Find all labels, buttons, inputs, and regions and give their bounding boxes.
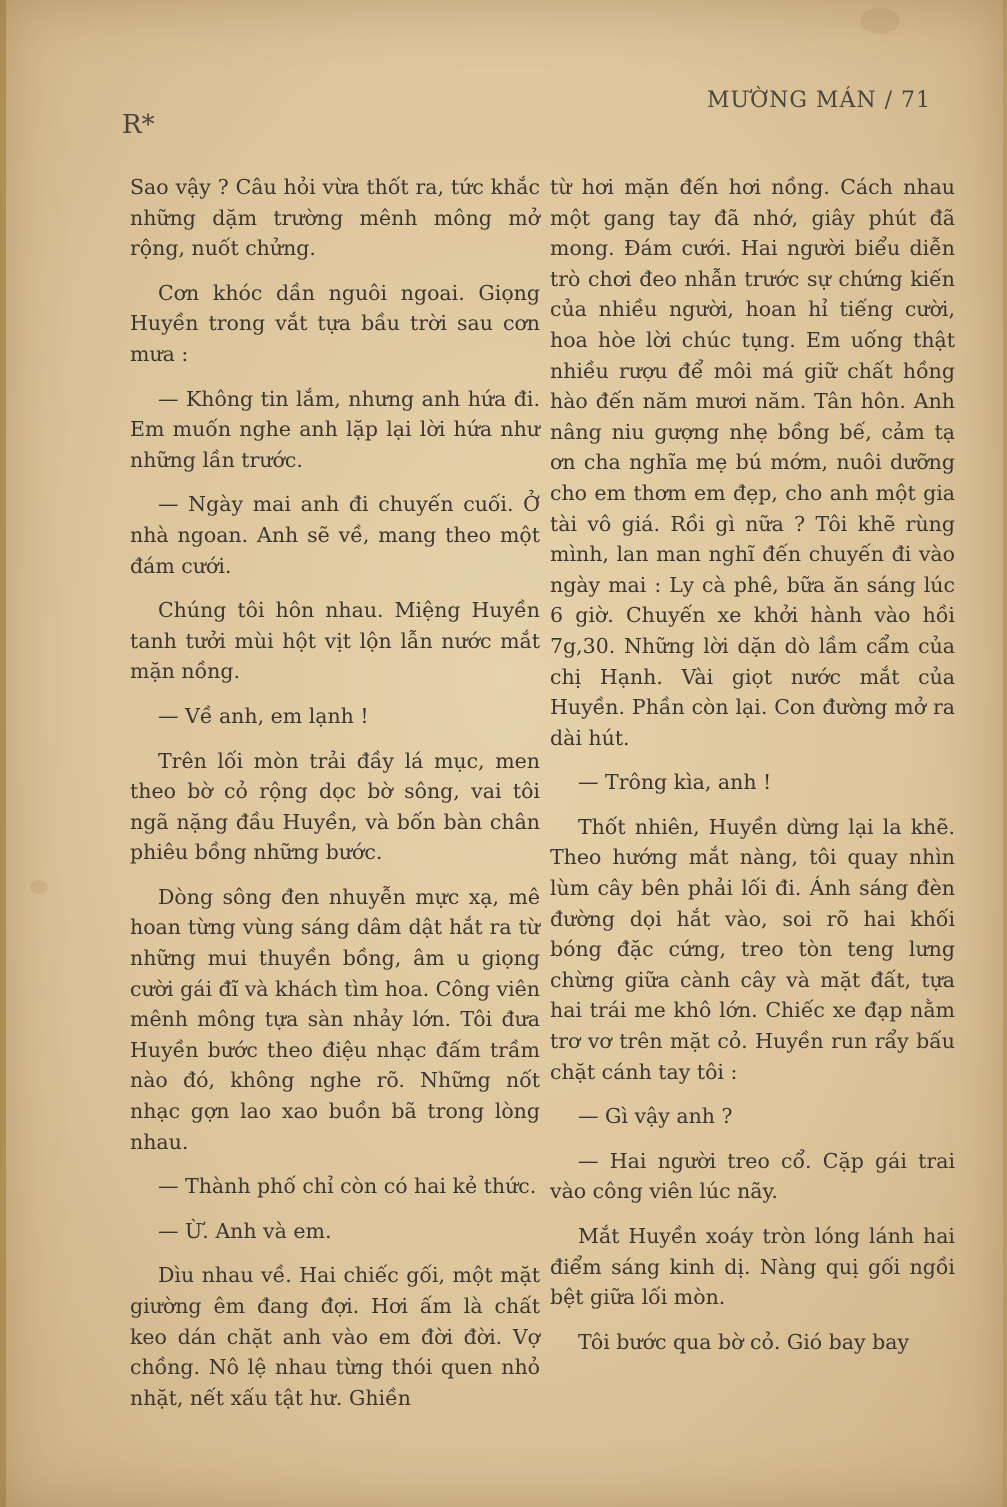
paragraph: Trên lối mòn trải đầy lá mục, men theo bờ cỏ rộng dọc bờ sông, vai tôi ngã nặng đầu Huyền, và bốn bàn chân phiêu bồng những bước. — [130, 748, 540, 865]
corner-mark: R* — [122, 110, 155, 140]
dialogue-line: — Ngày mai anh đi chuyến cuối. Ở nhà ngoan. Anh sẽ về, mang theo một đám cưới. — [130, 492, 540, 578]
paragraph: Thốt nhiên, Huyền dừng lại la khẽ. Theo hướng mắt nàng, tôi quay nhìn lùm cây bên phải lối đi. Ánh sáng đèn đường dọi hắt vào, soi rõ hai khối bóng đặc cứng, treo tòn teng lưng chừng giữa cành cây và mặt đất, tựa hai trái me khô lớn. Chiếc xe đạp nằm trơ vơ trên mặt cỏ. Huyền run rẩy bấu chặt cánh tay tôi : — [550, 814, 955, 1084]
dialogue-line: — Gì vậy anh ? — [578, 1104, 733, 1129]
paragraph: Cơn khóc dần nguôi ngoai. Giọng Huyền trong vắt tựa bầu trời sau cơn mưa : — [130, 280, 540, 366]
paper-stain — [30, 880, 48, 894]
dialogue-line: — Về anh, em lạnh ! — [158, 703, 369, 728]
paper-stain — [860, 8, 900, 34]
dialogue-line: — Thành phố chỉ còn có hai kẻ thức. — [158, 1174, 537, 1199]
running-head: MƯỜNG MÁN / 71 — [707, 88, 931, 113]
paragraph: Mắt Huyền xoáy tròn lóng lánh hai điểm sáng kinh dị. Nàng quị gối ngồi bệt giữa lối mòn. — [550, 1224, 955, 1310]
right-column — [550, 172, 955, 1371]
dialogue-line: — Hai người treo cổ. Cặp gái trai vào công viên lúc nãy. — [550, 1148, 955, 1204]
paragraph: Dòng sông đen nhuyễn mực xạ, mê hoan từng vùng sáng dâm dật hắt ra từ những mui thuyền bồng, âm u giọng cười gái đĩ và khách tìm hoa. Công viên mênh mông tựa sàn nhảy lớn. Tôi đưa Huyền bước theo điệu nhạc đấm trầm nào đó, không nghe rõ. Những nốt nhạc gợn lao xao buồn bã trong lòng nhau. — [130, 884, 540, 1154]
paragraph: từ hơi mặn đến hơi nồng. Cách nhau một gang tay đã nhớ, giây phút đã mong. Đám cưới. Hai người biểu diễn trò chơi đeo nhẫn trước sự chứng kiến của nhiều người, hoan hỉ tiếng cười, hoa hòe lời chúc tụng. Em uống thật nhiều rượu để môi má giữ chất hồng hào đến năm mươi năm. Tân hôn. Anh nâng niu gượng nhẹ bồng bế, cảm tạ ơn cha nghĩa mẹ bú mớm, nuôi dưỡng cho em thơm em đẹp, cho anh một gia tài vô giá. Rồi gì nữa ? Tôi khẽ rùng mình, lan man nghĩ đến chuyến đi vào ngày mai : Ly cà phê, bữa ăn sáng lúc 6 giờ. Chuyến xe khởi hành vào hồi 7g,30. Những lời dặn dò lầm cẩm của chị Hạnh. Vài giọt nước mắt của Huyền. Phần còn lại. Con đường mở ra dài hút. — [550, 175, 955, 750]
left-column — [130, 172, 540, 1427]
paragraph: Tôi bước qua bờ cỏ. Gió bay bay — [578, 1329, 910, 1354]
dialogue-line: — Trông kìa, anh ! — [578, 770, 772, 795]
paragraph: Sao vậy ? Câu hỏi vừa thốt ra, tức khắc những dặm trường mênh mông mở rộng, nuốt chửng. — [130, 175, 540, 261]
paragraph: Chúng tôi hôn nhau. Miệng Huyền tanh tưởi mùi hột vịt lộn lẫn nước mắt mặn nồng. — [130, 598, 540, 684]
dialogue-line: — Không tin lắm, nhưng anh hứa đi. Em muốn nghe anh lặp lại lời hứa như những lần trước. — [130, 386, 540, 472]
dialogue-line: — Ừ. Anh và em. — [158, 1218, 332, 1243]
page-edge-left — [0, 0, 6, 1507]
paragraph: Dìu nhau về. Hai chiếc gối, một mặt giường êm đang đợi. Hơi ấm là chất keo dán chặt anh vào em đời đời. Vợ chồng. Nô lệ nhau từng thói quen nhỏ nhặt, nết xấu tật hư. Ghiền — [130, 1263, 540, 1410]
page-edge-right — [1003, 0, 1007, 1507]
